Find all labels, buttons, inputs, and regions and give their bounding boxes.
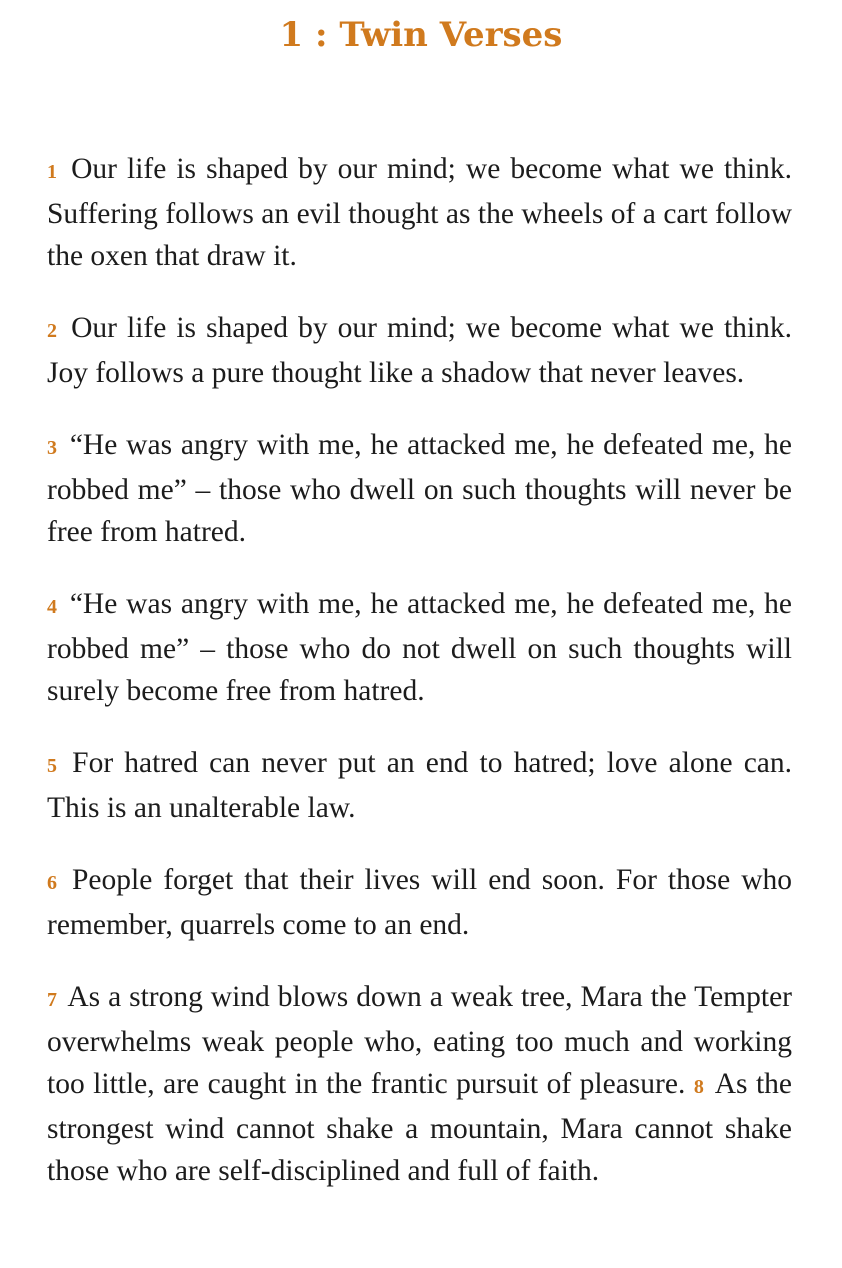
verse-text: “He was angry with me, he attacked me, he defeated me, he robbed me” – those who do not dwell on such thoughts will surely become free from hatred. <box>47 588 792 707</box>
verse-text: “He was angry with me, he attacked me, he defeated me, he robbed me” – those who dwell on such thoughts will never be free from hatred. <box>47 429 792 548</box>
verse-text: As a strong wind blows down a weak tree, Mara the Tempter overwhelms weak people who, eating too much and working too little, are caught in the frantic pursuit of pleasure. <box>47 981 792 1100</box>
verse-number: 1 <box>47 161 57 183</box>
verse-text: For hatred can never put an end to hatred; love alone can. This is an unalterable law. <box>47 747 793 824</box>
verse-text: Our life is shaped by our mind; we become what we think. Suffering follows an evil thought as the wheels of a cart follow the oxen that draw it. <box>47 153 793 272</box>
verse-paragraph-4 <box>47 583 792 712</box>
verse-number: 6 <box>47 872 57 894</box>
verse-number: 7 <box>47 989 57 1011</box>
verse-number: 3 <box>47 437 57 459</box>
verse-number: 4 <box>47 596 57 618</box>
verse-paragraph-7-8 <box>47 976 792 1192</box>
verse-number: 8 <box>693 1076 704 1098</box>
verse-list <box>47 148 792 1222</box>
verse-number: 2 <box>47 320 57 342</box>
verse-text: People forget that their lives will end soon. For those who remember, quarrels come to an end. <box>47 864 792 941</box>
verse-paragraph-6 <box>47 859 792 946</box>
chapter-title: 1 : Twin Verses <box>279 15 563 55</box>
verse-text: As the strongest wind cannot shake a mountain, Mara cannot shake those who are self-disciplined and full of faith. <box>47 1068 793 1187</box>
verse-paragraph-5 <box>47 742 792 829</box>
verse-text: Our life is shaped by our mind; we become what we think. Joy follows a pure thought like a shadow that never leaves. <box>47 312 793 389</box>
verse-paragraph-1 <box>47 148 792 277</box>
verse-number: 5 <box>47 755 57 777</box>
verse-paragraph-3 <box>47 424 792 553</box>
verse-paragraph-2 <box>47 307 792 394</box>
